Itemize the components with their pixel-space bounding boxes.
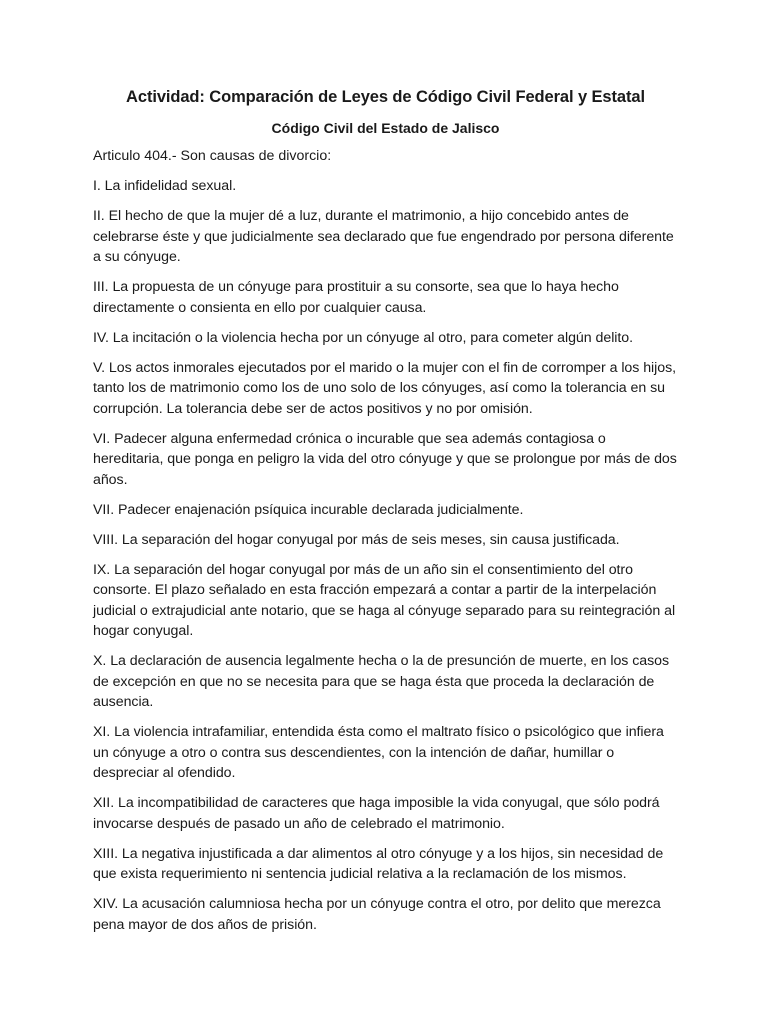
clause-item: IX. La separación del hogar conyugal por más de un año sin el consentimiento del otro consorte. El plazo señalado en esta fracción empezará a contar a partir de la interpelación judicial o extrajudicial ante notario, que se haga al cónyuge separado para su reintegración al hogar conyugal. xyxy=(93,561,676,639)
clause-item: III. La propuesta de un cónyuge para prostituir a su consorte, sea que lo haya hecho directamente o consienta en ello por cualquier causa. xyxy=(93,279,619,316)
clause-item: II. El hecho de que la mujer dé a luz, durante el matrimonio, a hijo concebido antes de celebrarse éste y que judicialmente sea declarado que fue engendrado por persona diferente a su cónyuge. xyxy=(93,208,674,265)
document-title: Actividad: Comparación de Leyes de Código Civil Federal y Estatal xyxy=(126,88,645,106)
clause-item: XII. La incompatibilidad de caracteres que haga imposible la vida conyugal, que sólo podrá invocarse después de pasado un año de celebrado el matrimonio. xyxy=(93,795,660,832)
clause-item: XIV. La acusación calumniosa hecha por un cónyuge contra el otro, por delito que merezca pena mayor de dos años de prisión. xyxy=(93,896,661,933)
clause-item: IV. La incitación o la violencia hecha por un cónyuge al otro, para cometer algún delito. xyxy=(93,329,634,346)
clause-item: I. La infidelidad sexual. xyxy=(93,178,237,194)
clause-item: VIII. La separación del hogar conyugal por más de seis meses, sin causa justificada. xyxy=(93,531,620,548)
clause-item: XI. La violencia intrafamiliar, entendida ésta como el maltrato físico o psicológico que infiera un cónyuge a otro o contra sus descendientes, con la intención de dañar, humillar o despreciar al ofendido. xyxy=(93,724,664,781)
clause-item: VI. Padecer alguna enfermedad crónica o incurable que sea además contagiosa o hereditaria, que ponga en peligro la vida del otro cónyuge y que se prolongue por más de dos años. xyxy=(93,430,677,488)
clause-item: XIII. La negativa injustificada a dar alimentos al otro cónyuge y a los hijos, sin necesidad de que exista requerimiento ni sentencia judicial relativa a la reclamación de los mismos. xyxy=(93,845,664,882)
clause-item: V. Los actos inmorales ejecutados por el marido o la mujer con el fin de corromper a los hijos, tanto los de matrimonio como los de uno solo de los cónyuges, así como la tolerancia en su corrupción. La tolerancia debe ser de actos positivos y no por omisión. xyxy=(93,359,677,417)
clause-list xyxy=(93,176,678,935)
clause-item: X. La declaración de ausencia legalmente hecha o la de presunción de muerte, en los casos de excepción en que no se necesita para que se haga ésta que proceda la declaración de ausencia. xyxy=(93,653,670,710)
article-intro: Articulo 404.- Son causas de divorcio: xyxy=(93,148,332,164)
clause-item: VII. Padecer enajenación psíquica incurable declarada judicialmente. xyxy=(93,501,524,518)
document-subtitle: Código Civil del Estado de Jalisco xyxy=(271,120,500,136)
